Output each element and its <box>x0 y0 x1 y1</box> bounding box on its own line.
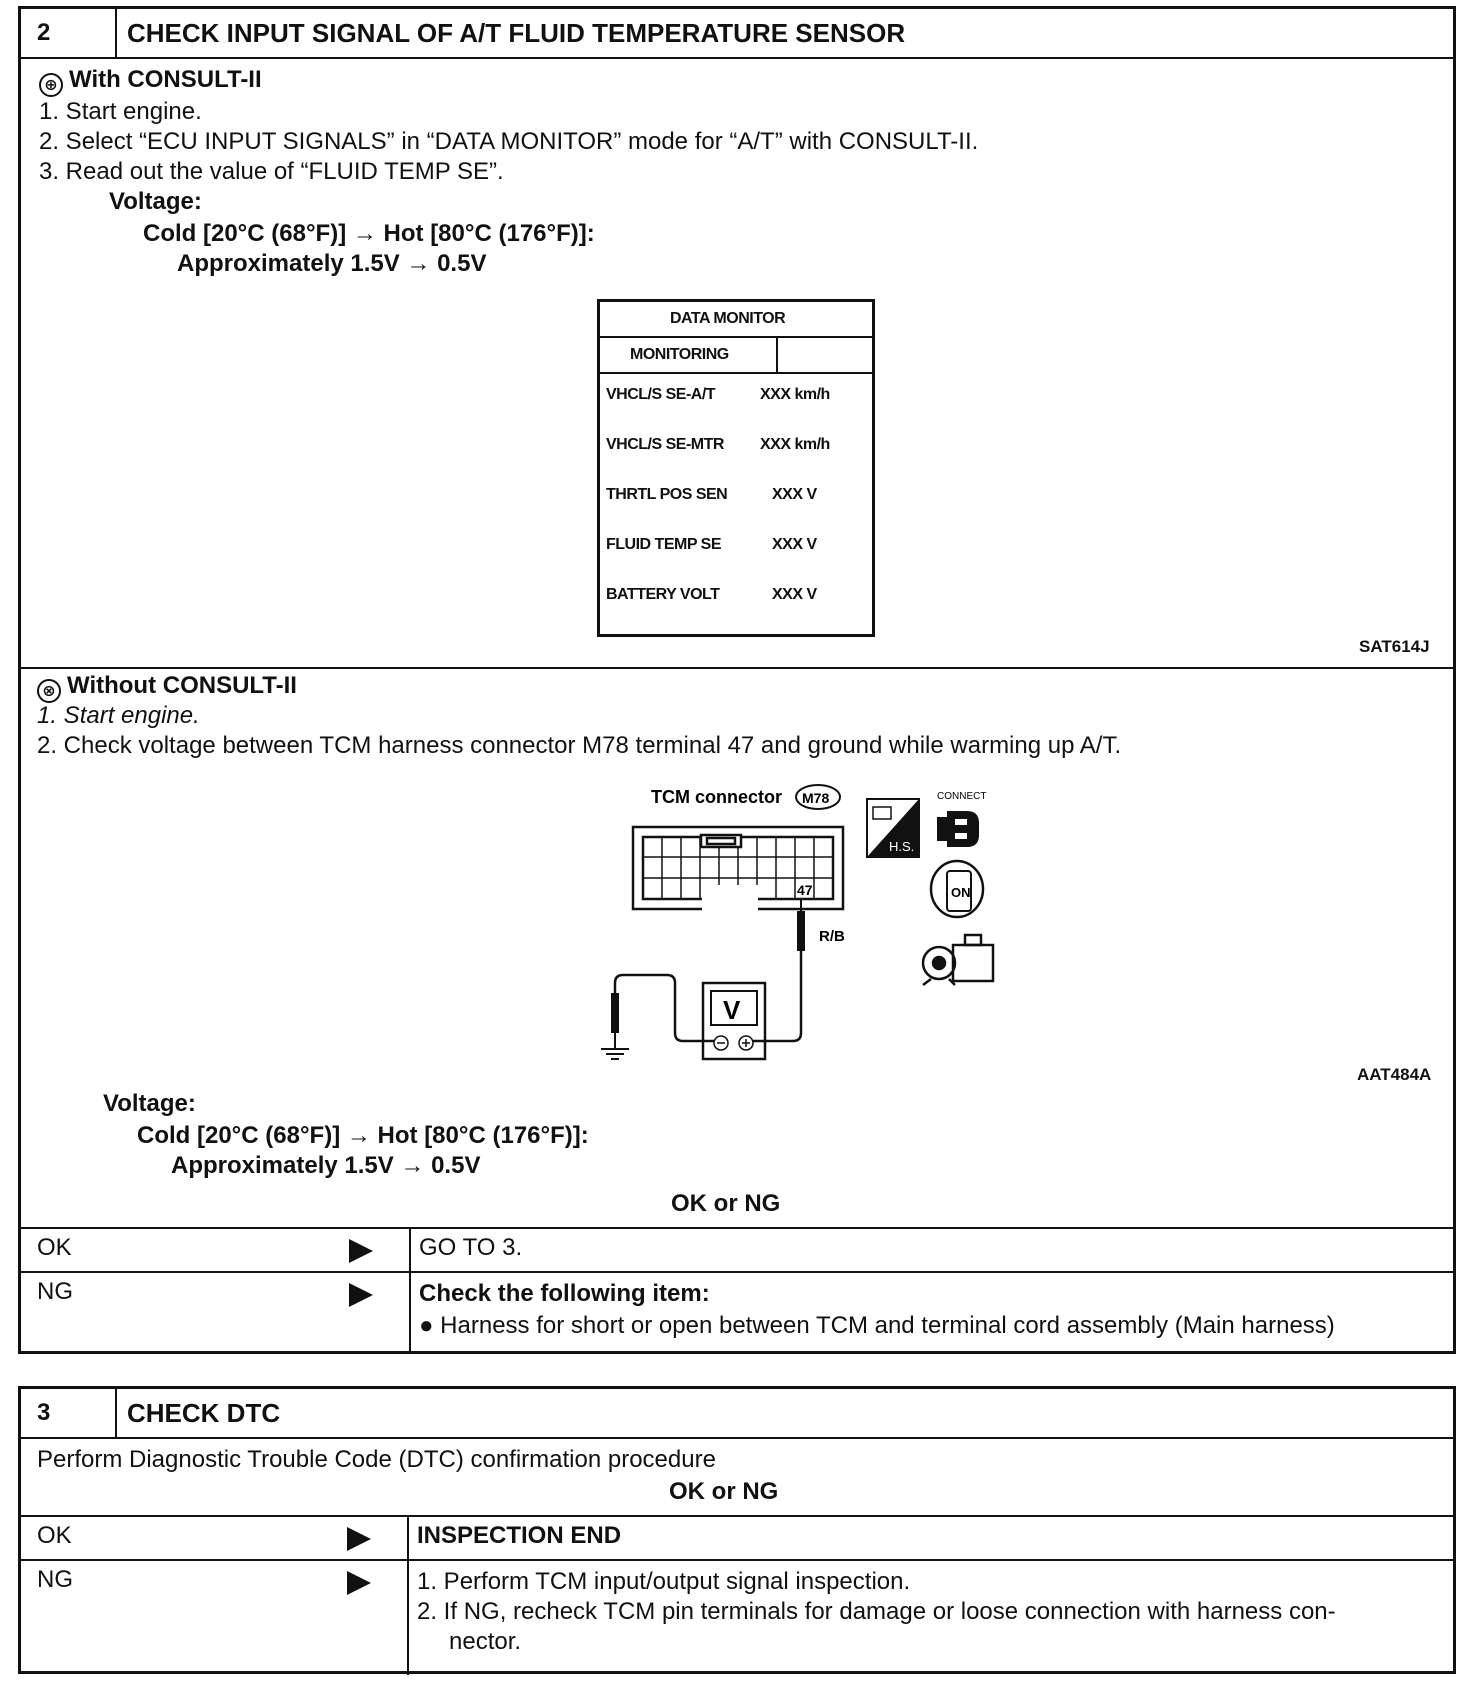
step-2-result-heading: OK or NG <box>671 1190 781 1217</box>
data-monitor-subtitle: MONITORING <box>630 346 729 363</box>
bullet-icon: ● <box>419 1312 441 1339</box>
step-2-ok-label: OK <box>37 1234 72 1261</box>
svg-text:CONNECT: CONNECT <box>937 791 987 802</box>
monitor-row-value: XXX km/h <box>760 436 830 453</box>
step-2-ng-title: Check the following item: <box>419 1280 710 1307</box>
ok-arrow-icon <box>347 1527 371 1551</box>
no-consult-icon: ⊗ <box>37 679 61 703</box>
monitor-row-name: THRTL POS SEN <box>606 486 728 503</box>
step-2-ok-action: GO TO 3. <box>419 1234 523 1261</box>
step-3-box <box>18 1386 1456 1674</box>
tcm-connector-figure <box>571 775 1051 1075</box>
with-step-1: 1. Start engine. <box>39 98 202 125</box>
with-consult-heading: ⊕ With CONSULT-II <box>39 65 262 97</box>
ok-arrow-icon <box>349 1239 373 1263</box>
tcm-connector-label: TCM connector <box>651 787 783 807</box>
with-voltage-range: Cold [20°C (68°F)] → Hot [80°C (176°F)]: <box>143 220 595 247</box>
svg-text:ON: ON <box>951 885 971 900</box>
with-step-2: 2. Select “ECU INPUT SIGNALS” in “DATA MONITOR” mode for “A/T” with CONSULT-II. <box>39 128 979 155</box>
step-3-ng-step-2-cont: nector. <box>449 1628 522 1655</box>
terminal-47-label: 47 <box>797 882 813 898</box>
step-2-ng-label: NG <box>37 1278 73 1305</box>
with-voltage-value: Approximately 1.5V → 0.5V <box>177 250 487 277</box>
step-3-header <box>21 1389 1453 1439</box>
step-2-title: CHECK INPUT SIGNAL OF A/T FLUID TEMPERATURE SENSOR <box>127 18 906 48</box>
monitor-row-value: XXX km/h <box>760 386 830 403</box>
step-3-title: CHECK DTC <box>127 1398 281 1428</box>
step-2-box <box>18 6 1456 1354</box>
ignition-on-icon <box>931 861 983 917</box>
monitor-row-name: VHCL/S SE-MTR <box>606 436 724 453</box>
voltmeter-symbol: V <box>723 995 741 1025</box>
step-3-result-heading: OK or NG <box>669 1478 779 1505</box>
section-divider <box>21 667 1453 669</box>
monitor-row-name: VHCL/S SE-A/T <box>606 386 716 403</box>
monitor-row-name: FLUID TEMP SE <box>606 536 721 553</box>
step-3-ng-step-2: 2. If NG, recheck TCM pin terminals for damage or loose connection with harness con- <box>417 1598 1336 1625</box>
engine-running-icon <box>923 935 993 985</box>
with-step-3: 3. Read out the value of “FLUID TEMP SE”. <box>39 158 504 185</box>
ng-arrow-icon <box>347 1571 371 1595</box>
monitor-row-value: XXX V <box>772 486 817 503</box>
figure-code-aat484a: AAT484A <box>1357 1065 1432 1084</box>
connect-icon <box>937 791 986 847</box>
without-voltage-range: Cold [20°C (68°F)] → Hot [80°C (176°F)]: <box>137 1122 589 1149</box>
monitor-row-name: BATTERY VOLT <box>606 586 720 603</box>
step-3-number: 3 <box>21 1389 117 1437</box>
step-3-instruction: Perform Diagnostic Trouble Code (DTC) confirmation procedure <box>37 1446 716 1473</box>
step-2-ng-item: ● Harness for short or open between TCM and terminal cord assembly (Main harness) <box>419 1312 1335 1339</box>
with-voltage-label: Voltage: <box>109 188 202 215</box>
ng-arrow-icon <box>349 1283 373 1307</box>
svg-text:H.S.: H.S. <box>889 839 915 854</box>
step-3-ng-label: NG <box>37 1566 73 1593</box>
data-monitor-title: DATA MONITOR <box>670 310 786 327</box>
data-monitor-screen <box>597 299 875 637</box>
connector-id-label: M78 <box>802 790 830 806</box>
step-3-ok-action: INSPECTION END <box>417 1522 622 1549</box>
step-3-ng-step-1: 1. Perform TCM input/output signal inspection. <box>417 1568 911 1595</box>
monitor-row-value: XXX V <box>772 586 817 603</box>
monitor-row-value: XXX V <box>772 536 817 553</box>
without-voltage-label: Voltage: <box>103 1090 196 1117</box>
step-3-ok-label: OK <box>37 1522 72 1549</box>
step-2-number: 2 <box>21 9 117 57</box>
harness-side-icon <box>867 799 919 857</box>
without-step-1: 1. Start engine. <box>37 702 200 729</box>
step-2-header <box>21 9 1453 59</box>
without-step-2: 2. Check voltage between TCM harness connector M78 terminal 47 and ground while warming up A/T. <box>37 732 1122 759</box>
without-consult-heading: ⊗ Without CONSULT-II <box>37 671 297 703</box>
wire-color-label: R/B <box>819 928 845 945</box>
figure-code-sat614j: SAT614J <box>1359 637 1430 656</box>
consult-icon: ⊕ <box>39 73 63 97</box>
without-voltage-value: Approximately 1.5V → 0.5V <box>171 1152 481 1179</box>
